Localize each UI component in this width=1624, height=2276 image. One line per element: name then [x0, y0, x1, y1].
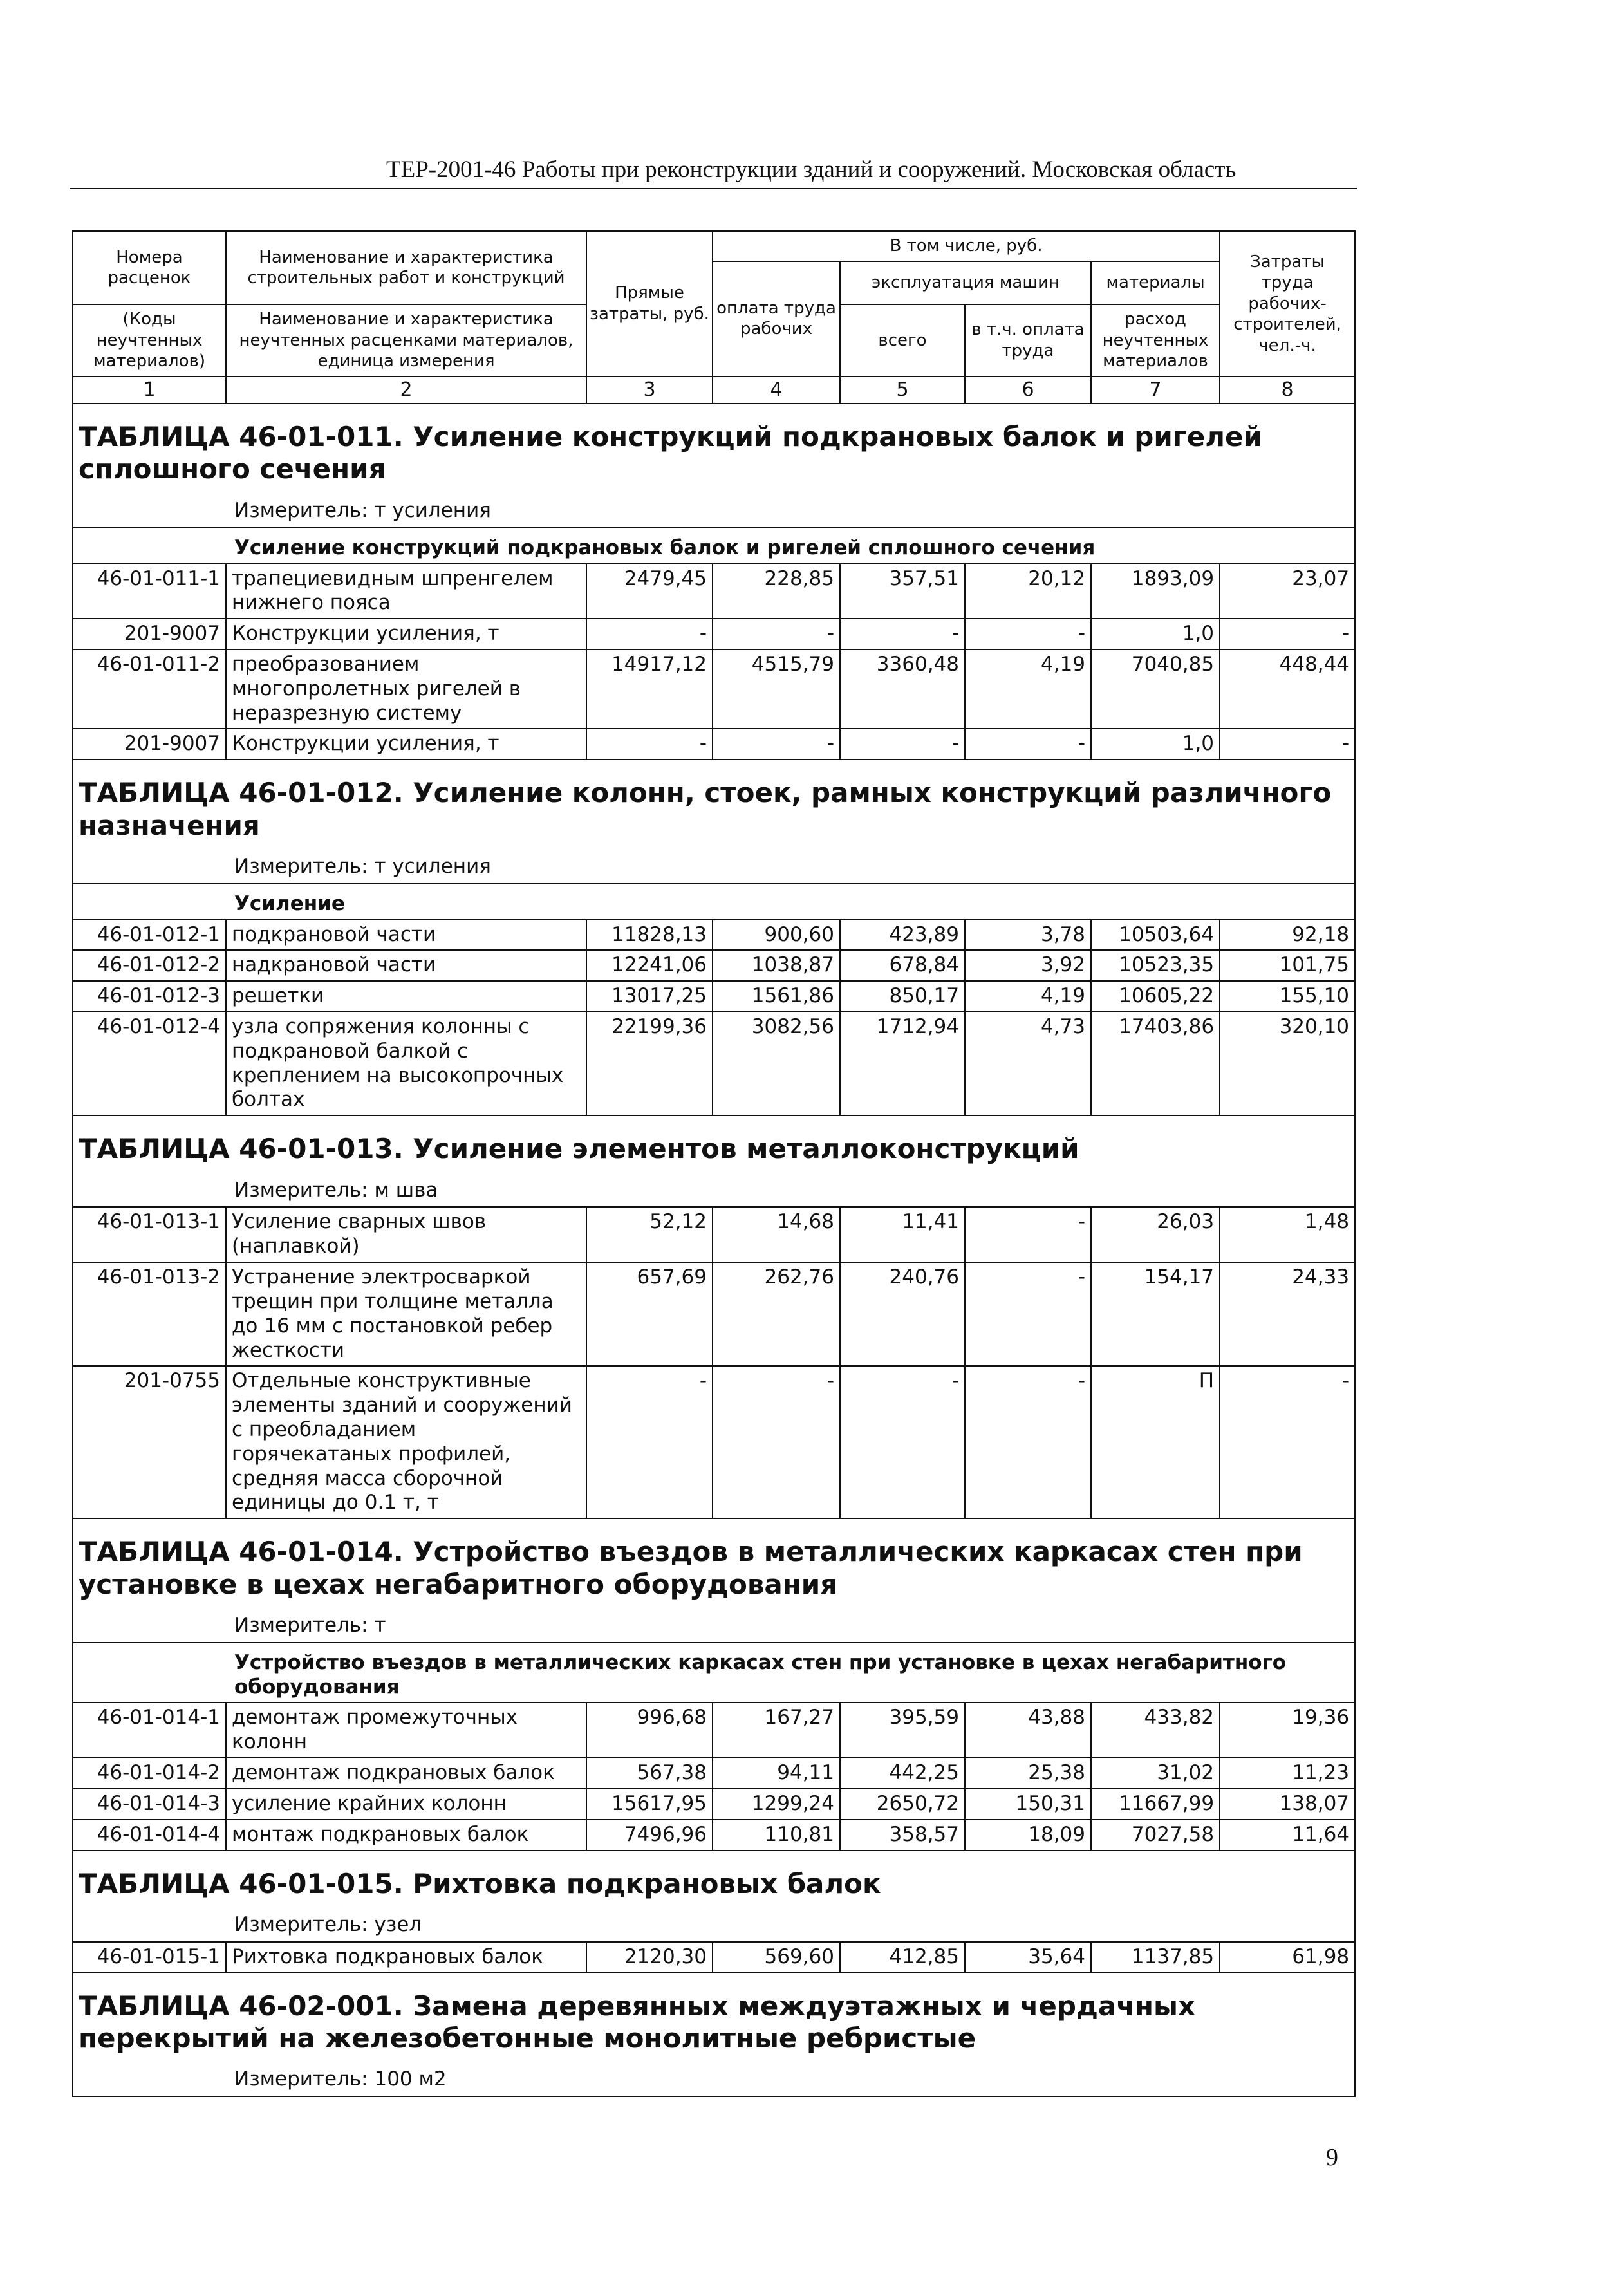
machines-total: 678,84 [840, 950, 965, 981]
header-names-sub: Наименование и характеристика неучтенных расценками материалов, единица измерения [226, 304, 586, 377]
work-name: Отдельные конструктивные элементы зданий и сооружений с преобладанием горячекатаных профилей, средняя масса сборочной единицы до 0.1 т, т [226, 1366, 586, 1518]
labor-hours: 19,36 [1220, 1702, 1355, 1758]
table-row [73, 729, 1355, 760]
rate-code: 201-9007 [73, 729, 226, 760]
measure-unit: Измеритель: 100 м2 [73, 2064, 1355, 2096]
machines-total: 11,41 [840, 1207, 965, 1262]
labor-hours: 448,44 [1220, 649, 1355, 729]
table-row [73, 981, 1355, 1012]
machines-total: 850,17 [840, 981, 965, 1012]
wages: - [713, 729, 840, 760]
machines-wages: - [965, 1207, 1091, 1262]
materials-cost: 1893,09 [1091, 564, 1220, 619]
machines-wages: 4,73 [965, 1012, 1091, 1115]
direct-costs: - [586, 1366, 713, 1518]
work-name: монтаж подкрановых балок [226, 1820, 586, 1851]
direct-costs: 15617,95 [586, 1789, 713, 1820]
labor-hours: 1,48 [1220, 1207, 1355, 1262]
rates-sheet [72, 230, 1354, 2097]
header-direct-costs: Прямые затраты, руб. [586, 231, 713, 377]
column-number: 4 [713, 377, 840, 404]
measure-unit: Измеритель: т усиления [73, 851, 1355, 884]
rate-code: 46-01-011-1 [73, 564, 226, 619]
wages: 1299,24 [713, 1789, 840, 1820]
direct-costs: - [586, 619, 713, 649]
rate-code: 46-01-012-1 [73, 920, 226, 951]
column-number: 6 [965, 377, 1091, 404]
labor-hours: 11,64 [1220, 1820, 1355, 1851]
header-wages: оплата труда рабочих [713, 261, 840, 377]
materials-cost: 154,17 [1091, 1262, 1220, 1366]
machines-wages: 25,38 [965, 1758, 1091, 1789]
direct-costs: - [586, 729, 713, 760]
direct-costs: 657,69 [586, 1262, 713, 1366]
work-name: Устранение электросваркой трещин при толщине металла до 16 мм с постановкой ребер жесткости [226, 1262, 586, 1366]
direct-costs: 22199,36 [586, 1012, 713, 1115]
work-name: решетки [226, 981, 586, 1012]
wages: 1561,86 [713, 981, 840, 1012]
work-name: узла сопряжения колонны с подкрановой балкой с креплением на высокопрочных болтах [226, 1012, 586, 1115]
materials-cost: 10605,22 [1091, 981, 1220, 1012]
rate-code: 46-01-012-3 [73, 981, 226, 1012]
direct-costs: 567,38 [586, 1758, 713, 1789]
wages: 900,60 [713, 920, 840, 951]
materials-cost: 26,03 [1091, 1207, 1220, 1262]
column-numbers [73, 377, 1355, 404]
table-row [73, 950, 1355, 981]
measure-row [73, 1175, 1355, 1208]
table-row [73, 1012, 1355, 1115]
materials-cost: 31,02 [1091, 1758, 1220, 1789]
labor-hours: 11,23 [1220, 1758, 1355, 1789]
section-subtitle-row [73, 884, 1355, 920]
rate-code: 46-01-014-3 [73, 1789, 226, 1820]
table-title-row [73, 1851, 1355, 1909]
machines-wages: 20,12 [965, 564, 1091, 619]
measure-unit: Измеритель: т [73, 1610, 1355, 1643]
table-row [73, 1758, 1355, 1789]
table-title: ТАБЛИЦА 46-01-013. Усиление элементов металлоконструкций [73, 1115, 1355, 1174]
labor-hours: 155,10 [1220, 981, 1355, 1012]
wages: 4515,79 [713, 649, 840, 729]
wages: - [713, 1366, 840, 1518]
materials-cost: 433,82 [1091, 1702, 1220, 1758]
machines-wages: - [965, 619, 1091, 649]
materials-cost: П [1091, 1366, 1220, 1518]
table-row [73, 1366, 1355, 1518]
wages: 569,60 [713, 1942, 840, 1973]
machines-wages: 4,19 [965, 981, 1091, 1012]
rate-code: 46-01-011-2 [73, 649, 226, 729]
direct-costs: 7496,96 [586, 1820, 713, 1851]
table-row [73, 1789, 1355, 1820]
labor-hours: 23,07 [1220, 564, 1355, 619]
work-name: трапециевидным шпренгелем нижнего пояса [226, 564, 586, 619]
header-group: В том числе, руб. [713, 231, 1220, 261]
work-name: преобразованием многопролетных ригелей в неразрезную систему [226, 649, 586, 729]
table-title: ТАБЛИЦА 46-02-001. Замена деревянных междуэтажных и чердачных перекрытий на железобетонные монолитные ребристые [73, 1973, 1355, 2064]
table-row [73, 920, 1355, 951]
running-head: ТЕР-2001-46 Работы при реконструкции зданий и сооружений. Московская область [386, 156, 1237, 183]
table-title: ТАБЛИЦА 46-01-014. Устройство въездов в металлических каркасах стен при установке в цехах негабаритного оборудования [73, 1518, 1355, 1610]
header-codes-sub: (Коды неучтенных материалов) [73, 304, 226, 377]
direct-costs: 996,68 [586, 1702, 713, 1758]
work-name: Усиление сварных швов (наплавкой) [226, 1207, 586, 1262]
header-codes: Номера расценок [73, 231, 226, 304]
machines-total: - [840, 619, 965, 649]
measure-row [73, 1909, 1355, 1942]
section-subtitle: Усиление конструкций подкрановых балок и ригелей сплошного сечения [73, 528, 1355, 564]
labor-hours: 138,07 [1220, 1789, 1355, 1820]
header-names: Наименование и характеристика строительных работ и конструкций [226, 231, 586, 304]
column-number: 1 [73, 377, 226, 404]
materials-cost: 10523,35 [1091, 950, 1220, 981]
direct-costs: 13017,25 [586, 981, 713, 1012]
work-name: демонтаж подкрановых балок [226, 1758, 586, 1789]
direct-costs: 52,12 [586, 1207, 713, 1262]
materials-cost: 10503,64 [1091, 920, 1220, 951]
header-machines-wages: в т.ч. оплата труда [965, 304, 1091, 377]
machines-total: 423,89 [840, 920, 965, 951]
wages: 14,68 [713, 1207, 840, 1262]
column-number: 3 [586, 377, 713, 404]
labor-hours: 92,18 [1220, 920, 1355, 951]
direct-costs: 14917,12 [586, 649, 713, 729]
machines-wages: 150,31 [965, 1789, 1091, 1820]
rates-table [72, 230, 1356, 2097]
machines-wages: 3,78 [965, 920, 1091, 951]
table-title-row [73, 1973, 1355, 2064]
labor-hours: 61,98 [1220, 1942, 1355, 1973]
work-name: Конструкции усиления, т [226, 619, 586, 649]
wages: 1038,87 [713, 950, 840, 981]
machines-wages: - [965, 1366, 1091, 1518]
table-row [73, 619, 1355, 649]
column-number: 8 [1220, 377, 1355, 404]
measure-unit: Измеритель: узел [73, 1909, 1355, 1942]
machines-wages: 4,19 [965, 649, 1091, 729]
direct-costs: 2479,45 [586, 564, 713, 619]
header-machines-total: всего [840, 304, 965, 377]
section-subtitle-row [73, 1643, 1355, 1703]
work-name: Конструкции усиления, т [226, 729, 586, 760]
machines-total: 358,57 [840, 1820, 965, 1851]
section-subtitle: Усиление [73, 884, 1355, 920]
machines-wages: 43,88 [965, 1702, 1091, 1758]
wages: 94,11 [713, 1758, 840, 1789]
measure-row [73, 1610, 1355, 1643]
rate-code: 46-01-013-2 [73, 1262, 226, 1366]
section-subtitle-row [73, 528, 1355, 564]
labor-hours: 24,33 [1220, 1262, 1355, 1366]
labor-hours: - [1220, 619, 1355, 649]
table-row [73, 1942, 1355, 1973]
machines-total: 357,51 [840, 564, 965, 619]
rate-code: 46-01-015-1 [73, 1942, 226, 1973]
rate-code: 46-01-012-4 [73, 1012, 226, 1115]
labor-hours: - [1220, 1366, 1355, 1518]
table-title-row [73, 404, 1355, 495]
header-labor-hours: Затраты труда рабочих-строителей, чел.-ч. [1220, 231, 1355, 377]
materials-cost: 11667,99 [1091, 1789, 1220, 1820]
machines-total: - [840, 1366, 965, 1518]
table-row [73, 1262, 1355, 1366]
table-row [73, 564, 1355, 619]
measure-row [73, 495, 1355, 528]
direct-costs: 2120,30 [586, 1942, 713, 1973]
table-title-row [73, 1115, 1355, 1174]
table-header [73, 231, 1355, 404]
measure-unit: Измеритель: т усиления [73, 495, 1355, 528]
page-number: 9 [1326, 2144, 1338, 2171]
machines-total: 3360,48 [840, 649, 965, 729]
wages: 3082,56 [713, 1012, 840, 1115]
work-name: подкрановой части [226, 920, 586, 951]
table-row [73, 1820, 1355, 1851]
rate-code: 201-9007 [73, 619, 226, 649]
rate-code: 46-01-014-1 [73, 1702, 226, 1758]
direct-costs: 12241,06 [586, 950, 713, 981]
table-title-row [73, 760, 1355, 851]
running-head-rule [70, 188, 1357, 189]
machines-total: 395,59 [840, 1702, 965, 1758]
machines-wages: 35,64 [965, 1942, 1091, 1973]
materials-cost: 1,0 [1091, 619, 1220, 649]
header-materials: материалы [1091, 261, 1220, 305]
machines-wages: 3,92 [965, 950, 1091, 981]
materials-cost: 1137,85 [1091, 1942, 1220, 1973]
wages: 262,76 [713, 1262, 840, 1366]
header-machines: эксплуатация машин [840, 261, 1091, 305]
labor-hours: 320,10 [1220, 1012, 1355, 1115]
measure-row [73, 2064, 1355, 2096]
table-title: ТАБЛИЦА 46-01-011. Усиление конструкций подкрановых балок и ригелей сплошного сечения [73, 404, 1355, 495]
machines-total: 2650,72 [840, 1789, 965, 1820]
table-row [73, 1702, 1355, 1758]
wages: 228,85 [713, 564, 840, 619]
materials-cost: 17403,86 [1091, 1012, 1220, 1115]
column-number: 5 [840, 377, 965, 404]
labor-hours: - [1220, 729, 1355, 760]
materials-cost: 7040,85 [1091, 649, 1220, 729]
table-row [73, 649, 1355, 729]
machines-wages: - [965, 1262, 1091, 1366]
wages: 167,27 [713, 1702, 840, 1758]
materials-cost: 1,0 [1091, 729, 1220, 760]
rate-code: 46-01-012-2 [73, 950, 226, 981]
column-number: 7 [1091, 377, 1220, 404]
measure-unit: Измеритель: м шва [73, 1175, 1355, 1208]
rate-code: 46-01-014-4 [73, 1820, 226, 1851]
table-title: ТАБЛИЦА 46-01-012. Усиление колонн, стоек, рамных конструкций различного назначения [73, 760, 1355, 851]
machines-wages: 18,09 [965, 1820, 1091, 1851]
header-unaccounted-materials: расход неучтенных материалов [1091, 304, 1220, 377]
machines-total: 442,25 [840, 1758, 965, 1789]
machines-total: 412,85 [840, 1942, 965, 1973]
rate-code: 46-01-014-2 [73, 1758, 226, 1789]
wages: 110,81 [713, 1820, 840, 1851]
materials-cost: 7027,58 [1091, 1820, 1220, 1851]
section-subtitle: Устройство въездов в металлических каркасах стен при установке в цехах негабаритного оборудования [73, 1643, 1355, 1703]
work-name: Рихтовка подкрановых балок [226, 1942, 586, 1973]
work-name: надкрановой части [226, 950, 586, 981]
measure-row [73, 851, 1355, 884]
work-name: усиление крайних колонн [226, 1789, 586, 1820]
table-body [73, 404, 1355, 2096]
table-row [73, 1207, 1355, 1262]
machines-total: - [840, 729, 965, 760]
table-title-row [73, 1518, 1355, 1610]
work-name: демонтаж промежуточных колонн [226, 1702, 586, 1758]
table-title: ТАБЛИЦА 46-01-015. Рихтовка подкрановых балок [73, 1851, 1355, 1909]
wages: - [713, 619, 840, 649]
rate-code: 201-0755 [73, 1366, 226, 1518]
machines-total: 240,76 [840, 1262, 965, 1366]
machines-wages: - [965, 729, 1091, 760]
direct-costs: 11828,13 [586, 920, 713, 951]
column-number: 2 [226, 377, 586, 404]
rate-code: 46-01-013-1 [73, 1207, 226, 1262]
machines-total: 1712,94 [840, 1012, 965, 1115]
labor-hours: 101,75 [1220, 950, 1355, 981]
